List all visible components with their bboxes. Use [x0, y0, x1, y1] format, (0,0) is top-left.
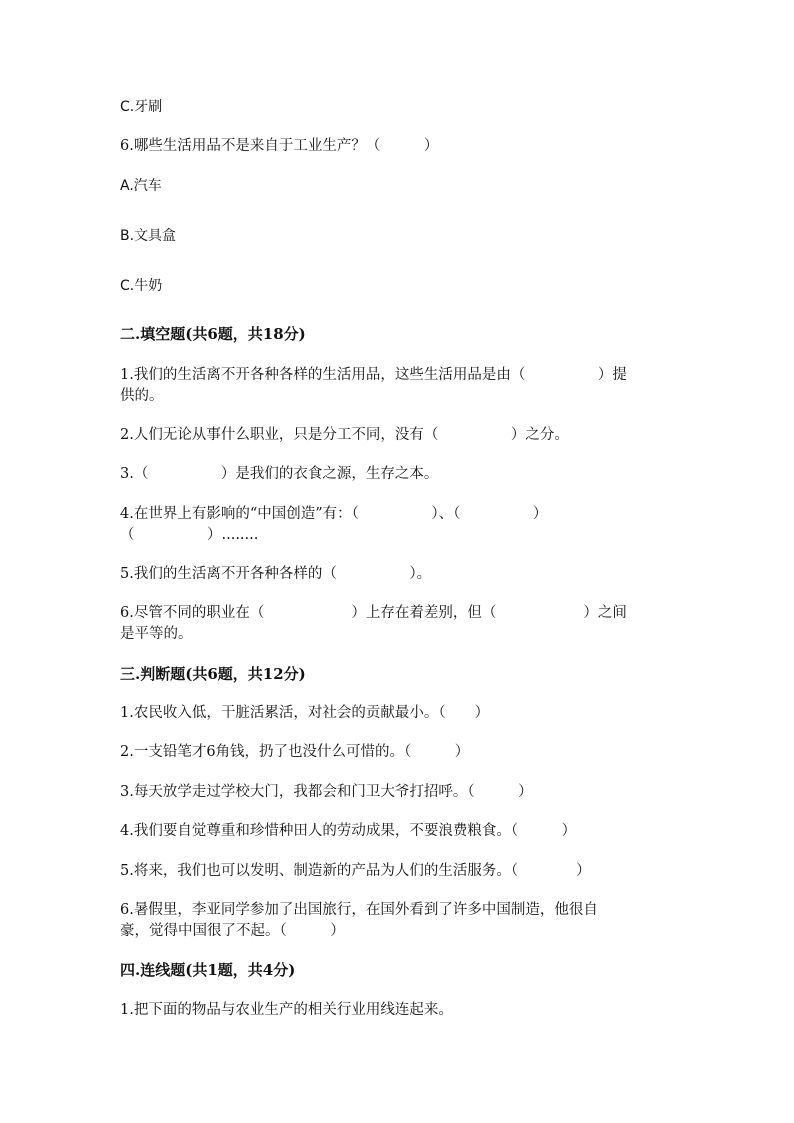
option-c-toothbrush: C.牙刷: [120, 99, 163, 115]
option-b: B.文具盒: [120, 228, 177, 244]
judge-q4: 4.我们要自觉尊重和珍惜种田人的劳动成果，不要浪费粮食。（ ）: [120, 823, 577, 839]
judge-q6-line2: 豪，觉得中国很了不起。（ ）: [120, 923, 345, 939]
question-6: 6.哪些生活用品不是来自于工业生产？（ ）: [120, 138, 439, 154]
fill-q2: 2.人们无论从事什么职业，只是分工不同，没有（ ）之分。: [120, 427, 569, 443]
section-3-heading: 三.判断题(共6题，共12分): [120, 665, 306, 683]
fill-q6-line2: 是平等的。: [120, 626, 193, 642]
section-2-heading: 二.填空题(共6题，共18分): [120, 325, 306, 343]
match-q1: 1.把下面的物品与农业生产的相关行业用线连起来。: [120, 1002, 453, 1018]
fill-q1-line2: 供的。: [120, 388, 164, 404]
fill-q5: 5.我们的生活离不开各种各样的（ ）。: [120, 566, 432, 582]
fill-q3: 3.（ ）是我们的衣食之源，生存之本。: [120, 466, 439, 482]
judge-q1: 1.农民收入低，干脏活累活，对社会的贡献最小。（ ）: [120, 705, 490, 721]
fill-q4-line2: （ ）........: [120, 527, 259, 543]
fill-q1-line1: 1.我们的生活离不开各种各样的生活用品，这些生活用品是由（ ）提: [120, 367, 627, 383]
option-a: A.汽车: [120, 178, 162, 194]
fill-q4-line1: 4.在世界上有影响的“中国创造”有：（ ）、（ ）: [120, 506, 548, 522]
judge-q3: 3.每天放学走过学校大门，我都会和门卫大爷打招呼。（ ）: [120, 784, 533, 800]
option-c: C.牛奶: [120, 278, 163, 294]
fill-q6-line1: 6.尽管不同的职业在（ ）上存在着差别，但（ ）之间: [120, 605, 627, 621]
section-4-heading: 四.连线题(共1题，共4分): [120, 961, 296, 979]
judge-q2: 2.一支铅笔才6角钱，扔了也没什么可惜的。（ ）: [120, 744, 470, 760]
judge-q6-line1: 6.暑假里，李亚同学参加了出国旅行，在国外看到了许多中国制造，他很自: [120, 902, 598, 918]
judge-q5: 5.将来，我们也可以发明、制造新的产品为人们的生活服务。（ ）: [120, 863, 591, 879]
